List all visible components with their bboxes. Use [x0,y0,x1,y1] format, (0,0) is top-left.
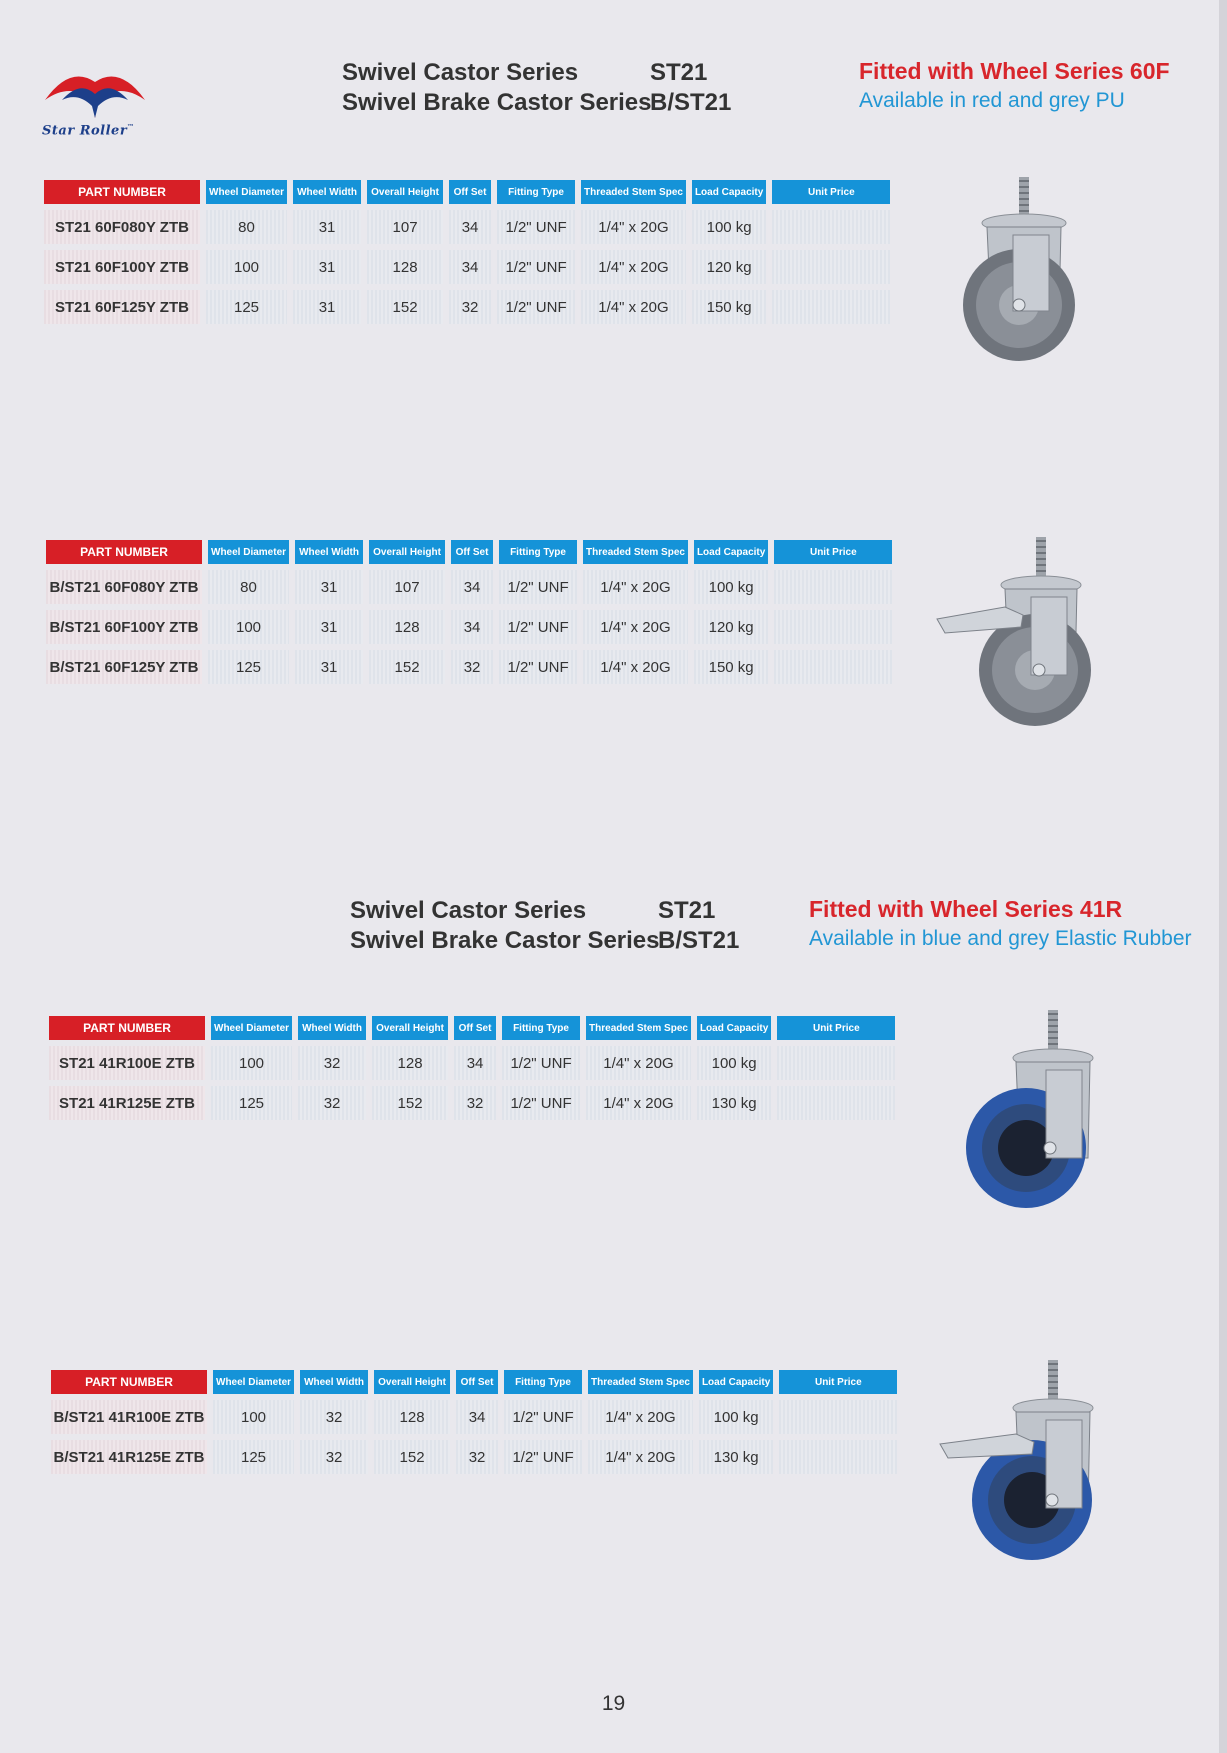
off-set-cell: 32 [454,1086,496,1120]
stem-spec-cell: 1/4" x 20G [586,1046,691,1080]
fitting-type-cell: 1/2" UNF [502,1086,580,1120]
blue-swivel-brake-castor-icon [938,1358,1108,1573]
spec-table-st21-41r [43,1010,901,1126]
logo-text: Star Roller™ [42,122,135,139]
page-edge [1219,0,1227,1753]
header-unit-price: Unit Price [779,1370,897,1394]
table-row [44,290,890,324]
part-number-cell: B/ST21 41R125E ZTB [51,1440,207,1474]
stem-spec-cell: 1/4" x 20G [588,1400,693,1434]
load-capacity-cell: 150 kg [694,650,768,684]
header-unit-price: Unit Price [774,540,892,564]
blue-swivel-castor-icon [960,1008,1100,1218]
header-load-capacity: Load Capacity [699,1370,773,1394]
table-row [46,650,892,684]
fitting-type-cell: 1/2" UNF [504,1440,582,1474]
spec-table-bst21-60f [40,534,898,690]
header-part-number: PART NUMBER [49,1016,205,1040]
fitted-wheel-series-41r: Fitted with Wheel Series 41R [809,896,1123,922]
header-wheel-diameter: Wheel Diameter [211,1016,292,1040]
load-capacity-cell: 130 kg [697,1086,771,1120]
header-overall-height: Overall Height [367,180,443,204]
unit-price-cell [774,610,892,644]
header-wheel-width: Wheel Width [293,180,361,204]
header-threaded-stem-spec: Threaded Stem Spec [586,1016,691,1040]
part-number-cell: ST21 60F125Y ZTB [44,290,200,324]
header-load-capacity: Load Capacity [694,540,768,564]
stem-spec-cell: 1/4" x 20G [583,610,688,644]
series-title-swivel-brake: Swivel Brake Castor Series [342,89,652,116]
fitting-type-cell: 1/2" UNF [502,1046,580,1080]
header-load-capacity: Load Capacity [692,180,766,204]
stem-spec-cell: 1/4" x 20G [586,1086,691,1120]
part-number-cell: B/ST21 60F125Y ZTB [46,650,202,684]
overall-height-cell: 128 [369,610,445,644]
fitting-type-cell: 1/2" UNF [497,290,575,324]
wheel-width-cell: 31 [295,570,363,604]
spec-table-bst21-41r [45,1364,903,1480]
off-set-cell: 34 [456,1400,498,1434]
header-wheel-width: Wheel Width [298,1016,366,1040]
wheel-diameter-cell: 80 [206,210,287,244]
header-overall-height: Overall Height [372,1016,448,1040]
part-number-cell: B/ST21 41R100E ZTB [51,1400,207,1434]
series-title-swivel: Swivel Castor Series [342,59,579,86]
header-off-set: Off Set [454,1016,496,1040]
overall-height-cell: 107 [369,570,445,604]
stem-spec-cell: 1/4" x 20G [581,290,686,324]
wheel-width-cell: 32 [300,1440,368,1474]
off-set-cell: 34 [451,610,493,644]
table-row [49,1086,895,1120]
wheel-width-cell: 32 [300,1400,368,1434]
unit-price-cell [777,1046,895,1080]
header-fitting-type: Fitting Type [502,1016,580,1040]
load-capacity-cell: 120 kg [694,610,768,644]
series-code-bst21: B/ST21 [650,89,732,116]
off-set-cell: 32 [456,1440,498,1474]
header-overall-height: Overall Height [374,1370,450,1394]
load-capacity-cell: 100 kg [697,1046,771,1080]
wheel-width-cell: 31 [295,650,363,684]
load-capacity-cell: 150 kg [692,290,766,324]
off-set-cell: 34 [454,1046,496,1080]
header-unit-price: Unit Price [777,1016,895,1040]
table-row [44,250,890,284]
header-part-number: PART NUMBER [46,540,202,564]
wheel-diameter-cell: 100 [206,250,287,284]
wheel-diameter-cell: 100 [213,1400,294,1434]
series-heading-60f [342,58,652,118]
stem-spec-cell: 1/4" x 20G [583,650,688,684]
load-capacity-cell: 100 kg [699,1400,773,1434]
fitting-type-cell: 1/2" UNF [499,610,577,644]
overall-height-cell: 152 [367,290,443,324]
load-capacity-cell: 100 kg [692,210,766,244]
header-wheel-width: Wheel Width [295,540,363,564]
off-set-cell: 34 [449,210,491,244]
wheel-width-cell: 31 [293,290,361,324]
overall-height-cell: 128 [367,250,443,284]
wheel-width-cell: 32 [298,1086,366,1120]
unit-price-cell [774,570,892,604]
header-off-set: Off Set [456,1370,498,1394]
series-code-st21: ST21 [658,897,716,924]
header-fitting-type: Fitting Type [497,180,575,204]
header-wheel-diameter: Wheel Diameter [213,1370,294,1394]
wheel-diameter-cell: 125 [211,1086,292,1120]
part-number-cell: B/ST21 60F080Y ZTB [46,570,202,604]
table-row [44,210,890,244]
part-number-cell: ST21 60F100Y ZTB [44,250,200,284]
unit-price-cell [772,250,890,284]
wheel-diameter-cell: 125 [206,290,287,324]
header-load-capacity: Load Capacity [697,1016,771,1040]
load-capacity-cell: 120 kg [692,250,766,284]
wheel-width-cell: 31 [293,250,361,284]
part-number-cell: ST21 41R125E ZTB [49,1086,205,1120]
header-off-set: Off Set [449,180,491,204]
unit-price-cell [777,1086,895,1120]
wheel-width-cell: 31 [293,210,361,244]
wheel-width-cell: 31 [295,610,363,644]
header-part-number: PART NUMBER [44,180,200,204]
available-colors-41r: Available in blue and grey Elastic Rubber [809,927,1192,950]
header-threaded-stem-spec: Threaded Stem Spec [588,1370,693,1394]
available-colors-60f: Available in red and grey PU [859,89,1125,112]
header-part-number: PART NUMBER [51,1370,207,1394]
header-off-set: Off Set [451,540,493,564]
overall-height-cell: 128 [372,1046,448,1080]
grey-swivel-castor-icon [955,175,1095,380]
fitting-type-cell: 1/2" UNF [499,650,577,684]
series-title-swivel: Swivel Castor Series [350,897,587,924]
wheel-diameter-cell: 100 [211,1046,292,1080]
series-title-swivel-brake: Swivel Brake Castor Series [350,927,660,954]
overall-height-cell: 128 [374,1400,450,1434]
unit-price-cell [774,650,892,684]
header-fitting-type: Fitting Type [499,540,577,564]
stem-spec-cell: 1/4" x 20G [583,570,688,604]
off-set-cell: 34 [451,570,493,604]
table-row [49,1046,895,1080]
overall-height-cell: 107 [367,210,443,244]
part-number-cell: B/ST21 60F100Y ZTB [46,610,202,644]
unit-price-cell [779,1400,897,1434]
wheel-diameter-cell: 125 [213,1440,294,1474]
fitting-type-cell: 1/2" UNF [497,250,575,284]
part-number-cell: ST21 41R100E ZTB [49,1046,205,1080]
header-unit-price: Unit Price [772,180,890,204]
unit-price-cell [779,1440,897,1474]
header-overall-height: Overall Height [369,540,445,564]
table-row [46,570,892,604]
off-set-cell: 32 [449,290,491,324]
series-code-st21: ST21 [650,59,708,86]
grey-swivel-brake-castor-icon [935,535,1110,745]
table-row [51,1440,897,1474]
off-set-cell: 34 [449,250,491,284]
header-threaded-stem-spec: Threaded Stem Spec [583,540,688,564]
part-number-cell: ST21 60F080Y ZTB [44,210,200,244]
wheel-diameter-cell: 125 [208,650,289,684]
series-heading-41r [350,896,660,956]
table-row [51,1400,897,1434]
header-wheel-diameter: Wheel Diameter [206,180,287,204]
stem-spec-cell: 1/4" x 20G [581,210,686,244]
unit-price-cell [772,290,890,324]
overall-height-cell: 152 [372,1086,448,1120]
load-capacity-cell: 100 kg [694,570,768,604]
wheel-diameter-cell: 100 [208,610,289,644]
spec-table-st21-60f [38,174,896,330]
header-wheel-diameter: Wheel Diameter [208,540,289,564]
unit-price-cell [772,210,890,244]
stem-spec-cell: 1/4" x 20G [588,1440,693,1474]
fitting-type-cell: 1/2" UNF [504,1400,582,1434]
page-number: 19 [601,1692,626,1715]
fitted-wheel-series-60f: Fitted with Wheel Series 60F [859,58,1170,84]
header-wheel-width: Wheel Width [300,1370,368,1394]
series-code-bst21: B/ST21 [658,927,740,954]
load-capacity-cell: 130 kg [699,1440,773,1474]
fitting-type-cell: 1/2" UNF [499,570,577,604]
header-threaded-stem-spec: Threaded Stem Spec [581,180,686,204]
wheel-diameter-cell: 80 [208,570,289,604]
table-row [46,610,892,644]
header-fitting-type: Fitting Type [504,1370,582,1394]
fitting-type-cell: 1/2" UNF [497,210,575,244]
overall-height-cell: 152 [369,650,445,684]
wheel-width-cell: 32 [298,1046,366,1080]
off-set-cell: 32 [451,650,493,684]
stem-spec-cell: 1/4" x 20G [581,250,686,284]
overall-height-cell: 152 [374,1440,450,1474]
